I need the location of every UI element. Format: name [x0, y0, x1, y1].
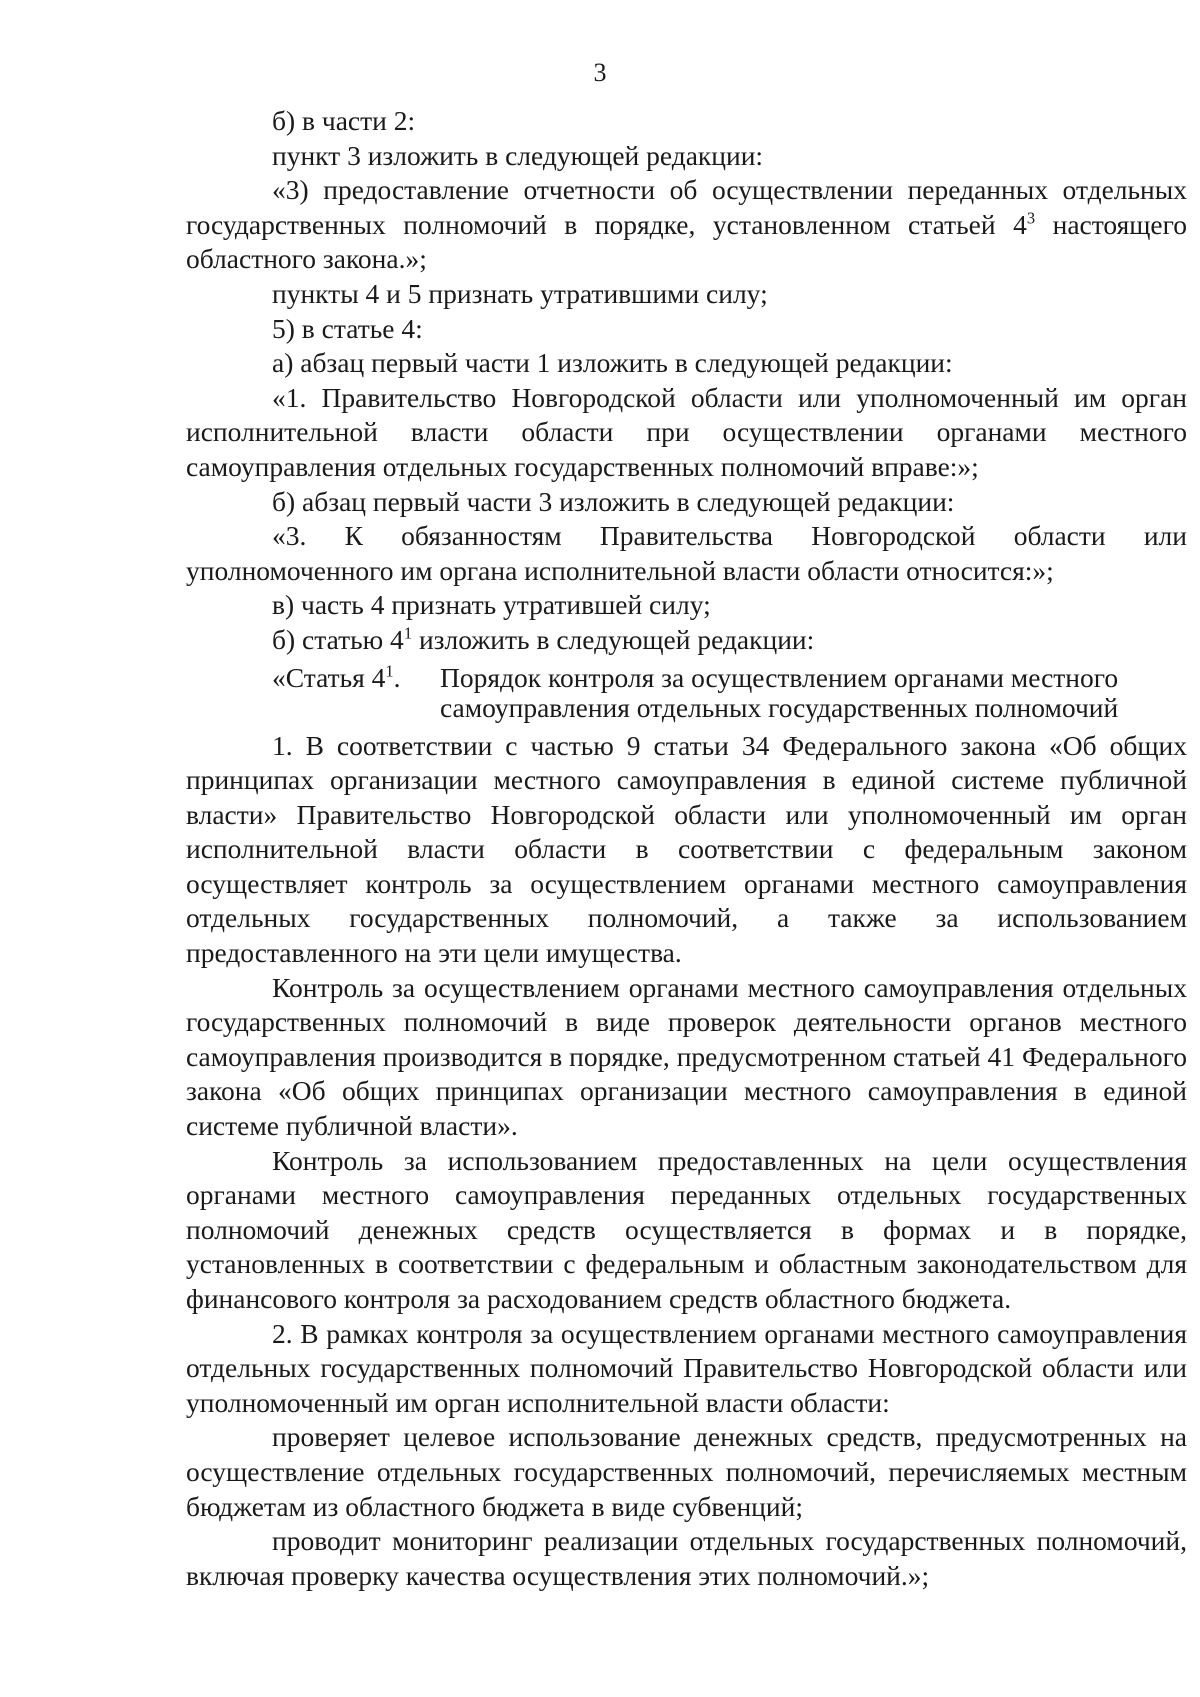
paragraph-6: а) абзац первый части 1 изложить в следующей редакции: — [272, 347, 953, 379]
paragraph-3 — [186, 173, 1187, 277]
page-number: 3 — [593, 58, 607, 87]
paragraph-12: 1. В соответствии с частью 9 статьи 34 Федерального закона «Об общих принципах организации местного самоуправления в единой системе публичной власти» Правительство Новгородской области или уполномоченный им орган исполнительной власти области в соответствии с федеральным законом осуществляет контроль за осуществлением органами местного самоуправления отдельных государственных полномочий, а также за использованием предоставленного на эти цели имущества. — [186, 729, 1187, 969]
paragraph-1: б) в части 2: — [272, 105, 416, 136]
article-number-superscript: 1 — [385, 660, 394, 680]
paragraph-17: проводит мониторинг реализации отдельных государственных полномочий, включая проверку качества осуществления этих полномочий.»; — [186, 1525, 1187, 1591]
article-title: Порядок контроля за осуществлением органами местного самоуправления отдельных государственных полномочий — [440, 661, 1119, 723]
document-body — [186, 104, 1187, 1593]
paragraph-3-text: «3) предоставление отчетности об осуществлении переданных отдельных государственных полномочий в порядке, установленном статьей 4 — [186, 174, 1187, 240]
paragraph-11 — [186, 623, 1187, 658]
article-heading — [272, 660, 1187, 723]
superscript-11: 1 — [403, 623, 413, 643]
paragraph-16: проверяет целевое использование денежных средств, предусмотренных на осуществление отдельных государственных полномочий, перечисляемых местным бюджетам из областного бюджета в виде субвенций; — [186, 1421, 1187, 1522]
paragraph-7: «1. Правительство Новгородской области или уполномоченный им орган исполнительной власти области при осуществлении органами местного самоуправления отдельных государственных полномочий вправе:»; — [186, 381, 1187, 482]
paragraph-15: 2. В рамках контроля за осуществлением органами местного самоуправления отдельных государственных полномочий Правительство Новгородской области или уполномоченный им орган исполнительной власти области: — [186, 1317, 1187, 1418]
article-number-text: «Статья 4 — [272, 661, 386, 693]
article-number — [272, 660, 440, 723]
article-number-tail: . — [393, 661, 401, 693]
paragraph-8: б) абзац первый части 3 изложить в следующей редакции: — [272, 485, 955, 517]
paragraph-11-tail: изложить в следующей редакции: — [412, 623, 815, 655]
paragraph-10: в) часть 4 признать утратившей силу; — [272, 589, 711, 621]
paragraph-14: Контроль за использованием предоставленных на цели осуществления органами местного самоуправления переданных отдельных государственных полномочий денежных средств осуществляется в формах и в порядке, установленных в соответствии с федеральным и областным законодательством для финансового контроля за расходованием средств областного бюджета. — [186, 1144, 1187, 1314]
paragraph-5: 5) в статье 4: — [272, 312, 423, 344]
paragraph-13: Контроль за осуществлением органами местного самоуправления отдельных государственных полномочий в виде проверок деятельности органов местного самоуправления производится в порядке, предусмотренном статьей 41 Федерального закона «Об общих принципах организации местного самоуправления в единой системе публичной власти». — [186, 971, 1187, 1142]
paragraph-4: пункты 4 и 5 признать утратившими силу; — [272, 277, 768, 309]
paragraph-9: «3. К обязанностям Правительства Новгородской области или уполномоченного им органа исполнительной власти области относится:»; — [186, 520, 1187, 586]
paragraph-11-text: б) статью 4 — [272, 623, 404, 655]
paragraph-2: пункт 3 изложить в следующей редакции: — [272, 139, 764, 171]
paragraph-3-tail: настоящего областного закона.»; — [186, 208, 1187, 275]
superscript-3: 3 — [1026, 208, 1036, 228]
